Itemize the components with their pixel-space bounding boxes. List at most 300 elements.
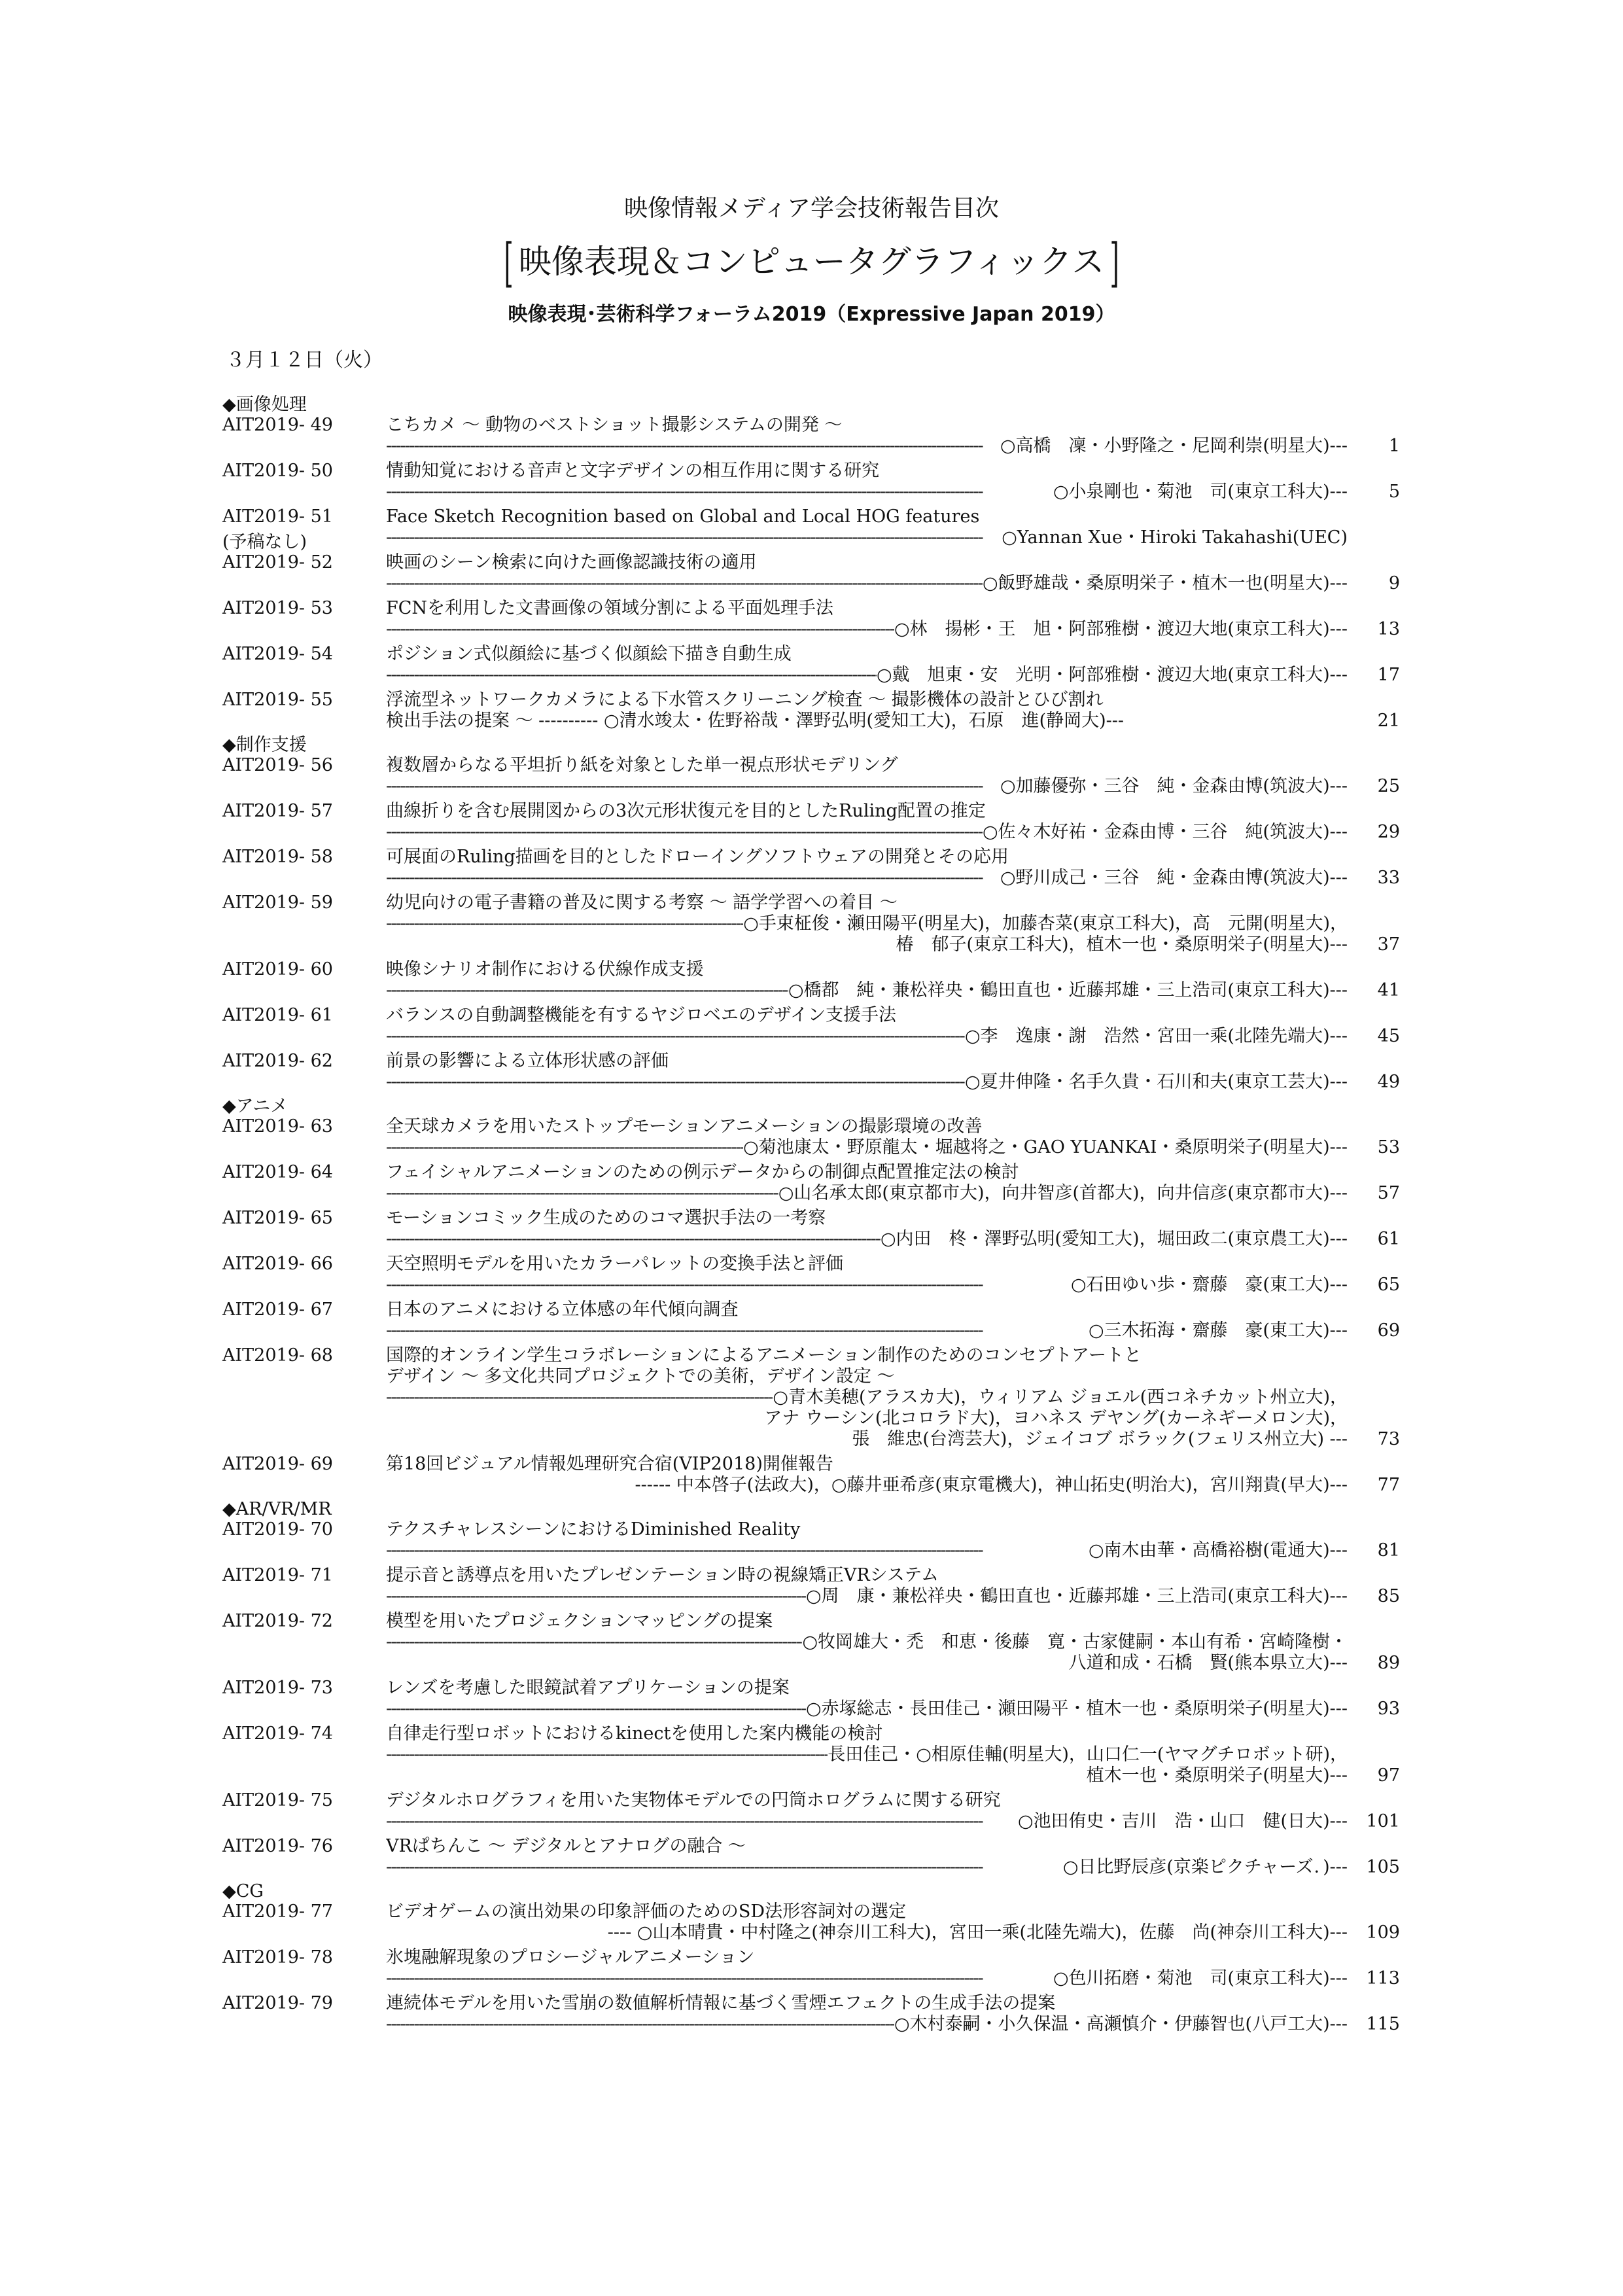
page-number: 1 (1388, 436, 1400, 456)
page-number: 25 (1377, 776, 1400, 796)
author-line (386, 1026, 1348, 1047)
author-line (386, 1072, 1348, 1093)
paper-title: VRぱちんこ ～ デジタルとアナログの融合 ～ (386, 1836, 746, 1856)
author-row (222, 1968, 1400, 1989)
author-line (386, 527, 1348, 548)
author-names: ○色川拓磨・菊池 司(東京工科大)--- (1053, 1968, 1348, 1988)
paper-title: 幼児向けの電子書籍の普及に関する考察 ～ 語学学習への着目 ～ (386, 892, 898, 913)
author-names: 植木一也・桑原明栄子(明星大)--- (1086, 1765, 1348, 1786)
title-row (222, 1836, 1400, 1857)
page-number: 89 (1377, 1653, 1400, 1673)
session-date: ３月１２日（火） (226, 349, 383, 372)
toc-entry (222, 1454, 1400, 1496)
toc-entry (222, 1790, 1400, 1832)
title-row (222, 892, 1400, 913)
author-row (222, 1387, 1400, 1408)
author-names: ○池田侑史・吉川 浩・山口 健(日大)--- (1018, 1811, 1348, 1831)
title-row (222, 755, 1400, 776)
author-row (222, 1540, 1400, 1561)
toc-entry (222, 1116, 1400, 1158)
author-row (222, 1026, 1400, 1047)
title-row (222, 1208, 1400, 1229)
author-row (222, 1586, 1400, 1607)
author-line (386, 2014, 1348, 2035)
volume-title (0, 232, 1623, 293)
paper-code: AIT2019- 72 (222, 1611, 333, 1631)
paper-title: レンズを考慮した眼鏡試着アプリケーションの提案 (386, 1678, 790, 1698)
author-row (222, 1653, 1400, 1674)
page-number: 97 (1377, 1765, 1400, 1786)
author-names: ○菊池康太・野原龍太・堀越将之・GAO YUANKAI・桑原明栄子(明星大)--- (743, 1137, 1348, 1157)
author-row (222, 934, 1400, 955)
author-line (386, 1387, 1348, 1408)
page-number: 45 (1377, 1026, 1400, 1046)
leader-dots (386, 436, 1000, 457)
author-row (222, 436, 1400, 457)
paper-code: AIT2019- 62 (222, 1051, 333, 1071)
page-number: 49 (1377, 1072, 1400, 1092)
page-number: 73 (1377, 1429, 1400, 1449)
leader-dots (386, 482, 1053, 503)
paper-code: AIT2019- 79 (222, 1993, 333, 2013)
title-row (222, 690, 1400, 711)
paper-code: AIT2019- 68 (222, 1345, 333, 1366)
title-row (222, 1454, 1400, 1475)
author-row (222, 868, 1400, 889)
author-line (386, 1811, 1348, 1832)
title-row (222, 801, 1400, 822)
leader-dots (386, 776, 1000, 797)
leader-dots (386, 1229, 881, 1250)
author-names: ○日比野辰彦(京楽ピクチャーズ．)--- (1062, 1857, 1348, 1877)
author-line (386, 1744, 1348, 1765)
author-row (222, 980, 1400, 1001)
title-row (222, 1116, 1400, 1137)
leader-dots (386, 1968, 1053, 1989)
author-line (386, 913, 1348, 934)
paper-code: AIT2019- 76 (222, 1836, 333, 1856)
toc-entry (222, 959, 1400, 1001)
author-row (222, 822, 1400, 843)
author-line (386, 573, 1348, 594)
author-row (222, 1475, 1400, 1496)
paper-title: テクスチャレスシーンにおけるDiminished Reality (386, 1519, 801, 1540)
author-line (386, 1586, 1348, 1607)
author-names: 張 維忠(台湾芸大)，ジェイコブ ボラック(フェリス州立大) --- (852, 1429, 1348, 1449)
paper-title: 映画のシーン検索に向けた画像認識技術の適用 (386, 552, 757, 573)
toc-entry (222, 1723, 1400, 1786)
page-number-spacer (1348, 1744, 1400, 1765)
paper-title: 提示音と誘導点を用いたプレゼンテーション時の視線矯正VRシステム (386, 1565, 939, 1585)
title-row (222, 1519, 1400, 1540)
leader-dots (386, 822, 983, 843)
author-row (222, 1229, 1400, 1250)
paper-title: 自律走行型ロボットにおけるkinectを使用した案内機能の検討 (386, 1723, 883, 1744)
author-row (222, 573, 1400, 594)
section-heading: ◆画像処理 (222, 395, 307, 415)
page-number: 109 (1366, 1922, 1400, 1943)
paper-title: 曲線折りを含む展開図からの3次元形状復元を目的としたRuling配置の推定 (386, 801, 986, 821)
author-row (222, 1320, 1400, 1341)
author-names: ○手束柾俊・瀬田陽平(明星大)，加藤杏菜(東京工科大)，高 元開(明星大)， (743, 913, 1348, 934)
page-number: 69 (1377, 1320, 1400, 1341)
author-names: ○赤塚総志・長田佳己・瀬田陽平・植木一也・桑原明栄子(明星大)--- (806, 1699, 1348, 1719)
paper-code: AIT2019- 59 (222, 892, 333, 913)
author-row (222, 2014, 1400, 2035)
title-row (222, 415, 1400, 436)
paper-title: 第18回ビジュアル情報処理研究合宿(VIP2018)開催報告 (386, 1454, 833, 1474)
author-row (222, 1632, 1400, 1653)
title-row (222, 959, 1400, 980)
author-names: ○南木由華・高橋裕樹(電通大)--- (1089, 1540, 1348, 1561)
author-row (222, 1275, 1400, 1296)
author-names: ○Yannan Xue・Hiroki Takahashi(UEC) (1002, 527, 1348, 548)
title-continuation (386, 1366, 1348, 1387)
paper-title: FCNを利用した文書画像の領域分割による平面処理手法 (386, 598, 834, 618)
table-of-contents (222, 393, 1400, 2039)
paper-code: AIT2019- 52 (222, 552, 333, 573)
paper-title: バランスの自動調整機能を有するヤジロベエのデザイン支援手法 (386, 1005, 897, 1025)
paper-code: AIT2019- 56 (222, 755, 333, 775)
leader-dots (386, 1811, 1018, 1832)
toc-entry (222, 1208, 1400, 1250)
title-row (222, 506, 1400, 527)
author-names: ------ 中本啓子(法政大)，○藤井亜希彦(東京電機大)，神山拓史(明治大)，宮川翔貴(早大)--- (635, 1475, 1348, 1495)
title-row (222, 1299, 1400, 1320)
paper-title: 氷塊融解現象のプロシージャルアニメーション (386, 1947, 755, 1968)
toc-entry (222, 1947, 1400, 1989)
page-number: 105 (1366, 1857, 1400, 1877)
author-names: ○高橋 凜・小野隆之・尼岡利崇(明星大)--- (1000, 436, 1348, 456)
leader-dots (386, 1857, 1063, 1878)
section-heading: ◆AR/VR/MR (222, 1499, 332, 1519)
leader-dots (386, 1026, 965, 1047)
toc-entry (222, 461, 1400, 503)
paper-title: デジタルホログラフィを用いた実物体モデルでの円筒ホログラムに関する研究 (386, 1790, 1001, 1810)
author-names: ○夏井伸隆・名手久貴・石川和夫(東京工芸大)--- (965, 1072, 1348, 1092)
author-line (386, 1229, 1348, 1250)
title-row (222, 1366, 1400, 1387)
paper-code: AIT2019- 70 (222, 1519, 333, 1540)
leader-dots (386, 1699, 806, 1720)
author-names: ○石田ゆい歩・齋藤 豪(東工大)--- (1071, 1275, 1348, 1295)
author-line (386, 1968, 1348, 1989)
page-number: 115 (1366, 2014, 1400, 2034)
paper-title: ポジション式似顔絵に基づく似顔絵下描き自動生成 (386, 644, 792, 664)
forum-title: 映像表現･芸術科学フォーラム2019（Expressive Japan 2019） (508, 303, 1115, 326)
title-row (222, 1005, 1400, 1026)
author-line (386, 1857, 1348, 1878)
toc-entry (222, 644, 1400, 686)
author-line (386, 776, 1348, 797)
page-number: 29 (1377, 822, 1400, 842)
paper-code: AIT2019- 65 (222, 1208, 333, 1228)
author-line (386, 665, 1348, 686)
toc-entry (222, 1005, 1400, 1047)
leader-dots (386, 1072, 965, 1093)
title-row (222, 711, 1400, 732)
author-row (222, 527, 1400, 548)
author-line (386, 1408, 1348, 1429)
paper-code: AIT2019- 75 (222, 1790, 333, 1810)
author-names: ○青木美穂(アラスカ大)，ウィリアム ジョエル(西コネチカット州立大)， (773, 1387, 1348, 1407)
paper-code: AIT2019- 69 (222, 1454, 333, 1474)
author-row (222, 1744, 1400, 1765)
author-line (386, 1137, 1348, 1158)
toc-entry (222, 1565, 1400, 1607)
paper-code: AIT2019- 49 (222, 415, 333, 435)
toc-entry (222, 801, 1400, 843)
toc-entry (222, 598, 1400, 640)
title-row (222, 1993, 1400, 2014)
leader-dots (386, 1387, 773, 1408)
author-names: ○戴 旭東・安 光明・阿部雅樹・渡辺大地(東京工科大)--- (877, 665, 1348, 685)
leader-dots (386, 1540, 1089, 1561)
leader-dots (386, 665, 877, 686)
author-names: ○周 康・兼松祥央・鶴田直也・近藤邦雄・三上浩司(東京工科大)--- (806, 1586, 1348, 1606)
author-line (386, 822, 1348, 843)
author-row (222, 1429, 1400, 1450)
author-line (386, 1475, 1348, 1496)
page-number-spacer (1348, 1408, 1400, 1429)
author-names: アナ ウーシン(北コロラド大)，ヨハネス デヤング(カーネギーメロン大)， (764, 1408, 1348, 1428)
page-number: 77 (1377, 1475, 1400, 1495)
leader-dots (386, 1744, 828, 1765)
leader-dots (386, 1586, 806, 1607)
section-heading: ◆CG (222, 1881, 264, 1901)
paper-code: AIT2019- 58 (222, 847, 333, 867)
page-number: 13 (1377, 619, 1400, 639)
toc-entry (222, 415, 1400, 457)
author-names: ○木村泰嗣・小久保温・高瀬慎介・伊藤智也(八戸工大)--- (894, 2014, 1348, 2034)
toc-entry (222, 1678, 1400, 1720)
paper-title: Face Sketch Recognition based on Global and Local HOG features (386, 506, 980, 527)
author-line (386, 619, 1348, 640)
title-row (222, 598, 1400, 619)
section-heading: ◆アニメ (222, 1096, 288, 1116)
page-number: 21 (1377, 711, 1400, 731)
toc-entry (222, 1162, 1400, 1204)
page-number: 65 (1377, 1275, 1400, 1295)
author-names: ---- ○山本晴貴・中村隆之(神奈川工科大)，宮田一乘(北陸先端大)，佐藤 尚(神奈川工科大)--- (607, 1922, 1348, 1943)
leader-dots (386, 1137, 743, 1158)
toc-entry (222, 1254, 1400, 1296)
paper-code: AIT2019- 60 (222, 959, 333, 980)
author-row (222, 619, 1400, 640)
title-row (222, 1051, 1400, 1072)
paper-title: 浮流型ネットワークカメラによる下水管スクリーニング検査 ～ 撮影機体の設計とひび割れ (386, 690, 1104, 710)
paper-title: 模型を用いたプロジェクションマッピングの提案 (386, 1611, 773, 1631)
paper-title: こちカメ ～ 動物のベストショット撮影システムの開発 ～ (386, 415, 843, 435)
page-number: 113 (1366, 1968, 1400, 1988)
page-number: 41 (1377, 980, 1400, 1000)
page-number: 101 (1366, 1811, 1400, 1831)
author-line (386, 1922, 1348, 1943)
open-bracket: [ (504, 232, 514, 293)
author-line (386, 1699, 1348, 1720)
author-names: 椿 郁子(東京工科大)，植木一也・桑原明栄子(明星大)--- (896, 934, 1348, 955)
paper-code: AIT2019- 61 (222, 1005, 333, 1025)
toc-entry (222, 1993, 1400, 2035)
toc-entry (222, 506, 1400, 552)
author-row (222, 1922, 1400, 1943)
title-row (222, 1947, 1400, 1968)
author-line (386, 1632, 1348, 1653)
author-names: ○三木拓海・齋藤 豪(東工大)--- (1089, 1320, 1348, 1341)
author-row (222, 1857, 1400, 1878)
author-row (222, 1699, 1400, 1720)
paper-title: 検出手法の提案 ～ ---------- ○清水竣太・佐野裕哉・澤野弘明(愛知工大)，石原 進(静岡大)--- (386, 711, 1125, 731)
toc-entry (222, 755, 1400, 797)
author-names: ○林 揚彬・王 旭・阿部雅樹・渡辺大地(東京工科大)--- (894, 619, 1348, 639)
title-row (222, 1723, 1400, 1744)
author-row (222, 1072, 1400, 1093)
title-row (222, 552, 1400, 573)
author-line (386, 1765, 1348, 1786)
author-line (386, 1540, 1348, 1561)
author-names: 八道和成・石橋 賢(熊本県立大)--- (1068, 1653, 1348, 1673)
author-row (222, 482, 1400, 503)
leader-dots (386, 1632, 802, 1653)
title-row (222, 461, 1400, 482)
leader-dots (386, 619, 894, 640)
author-row (222, 1183, 1400, 1204)
paper-title: 連続体モデルを用いた雪崩の数値解析情報に基づく雪煙エフェクトの生成手法の提案 (386, 1993, 1056, 2013)
title-row (222, 1345, 1400, 1366)
author-names: ○牧岡雄大・禿 和恵・後藤 寛・古家健嗣・本山有希・宮崎隆樹・ (802, 1632, 1348, 1652)
page-number: 9 (1388, 573, 1400, 593)
paper-code: AIT2019- 50 (222, 461, 333, 481)
paper-title: 天空照明モデルを用いたカラーパレットの変換手法と評価 (386, 1254, 844, 1274)
title-row (222, 1162, 1400, 1183)
author-line (386, 1429, 1348, 1450)
paper-code: AIT2019- 54 (222, 644, 333, 664)
author-names: ○李 逸康・謝 浩然・宮田一乘(北陸先端大)--- (965, 1026, 1348, 1046)
author-row (222, 1137, 1400, 1158)
author-line (386, 1183, 1348, 1204)
page-number: 57 (1377, 1183, 1400, 1203)
author-names: ○加藤優弥・三谷 純・金森由博(筑波大)--- (1000, 776, 1348, 796)
author-line (386, 482, 1348, 503)
paper-title: デザイン ～ 多文化共同プロジェクトでの美術，デザイン設定 ～ (386, 1366, 895, 1386)
author-line (386, 980, 1348, 1001)
paper-code: AIT2019- 63 (222, 1116, 333, 1137)
report-title: 映像情報メディア学会技術報告目次 (623, 195, 1000, 222)
close-bracket: ] (1109, 232, 1119, 293)
volume-title-text: 映像表現＆コンピュータグラフィックス (518, 243, 1105, 281)
page-number: 37 (1377, 934, 1400, 955)
paper-title: 国際的オンライン学生コラボレーションによるアニメーション制作のためのコンセプトアートと (386, 1345, 1142, 1366)
paper-title: 映像シナリオ制作における伏線作成支援 (386, 959, 704, 980)
author-line (386, 868, 1348, 889)
paper-code: AIT2019- 78 (222, 1947, 333, 1968)
paper-note: (予稿なし) (222, 532, 307, 552)
author-row (222, 1765, 1400, 1786)
author-names: ○野川成己・三谷 純・金森由博(筑波大)--- (1000, 868, 1348, 888)
page-number: 61 (1377, 1229, 1400, 1249)
page-number: 93 (1377, 1699, 1400, 1719)
page-number-spacer (1348, 1632, 1400, 1653)
toc-entry (222, 690, 1400, 732)
paper-code: AIT2019- 55 (222, 690, 333, 710)
paper-code: AIT2019- 74 (222, 1723, 333, 1744)
leader-dots (386, 1320, 1089, 1341)
author-names: ○内田 柊・澤野弘明(愛知工大)，堀田政二(東京農工大)--- (880, 1229, 1348, 1249)
toc-entry (222, 552, 1400, 594)
paper-title: フェイシャルアニメーションのための例示データからの制御点配置推定法の検討 (386, 1162, 1019, 1182)
author-names: 長田佳己・○相原佳輔(明星大)，山口仁一(ヤマグチロボット研)， (828, 1744, 1348, 1765)
author-line (386, 436, 1348, 457)
author-line (386, 1275, 1348, 1296)
title-row (222, 1565, 1400, 1586)
author-names: ○佐々木好祐・金森由博・三谷 純(筑波大)--- (983, 822, 1348, 842)
author-line (386, 934, 1348, 955)
author-row (222, 776, 1400, 797)
title-row (222, 1678, 1400, 1699)
toc-entry (222, 1299, 1400, 1341)
paper-title: 全天球カメラを用いたストップモーションアニメーションの撮影環境の改善 (386, 1116, 983, 1137)
author-names: ○飯野雄哉・桑原明栄子・植木一也(明星大)--- (983, 573, 1348, 593)
toc-entry (222, 1345, 1400, 1450)
toc-entry (222, 1611, 1400, 1674)
leader-dots (386, 980, 788, 1001)
page-number: 5 (1388, 482, 1400, 502)
author-row (222, 665, 1400, 686)
page-number-spacer (1348, 1387, 1400, 1408)
paper-code: AIT2019- 64 (222, 1162, 333, 1182)
paper-code: AIT2019- 53 (222, 598, 333, 618)
leader-dots (386, 913, 743, 934)
title-row (222, 644, 1400, 665)
author-names: ○橋都 純・兼松祥央・鶴田直也・近藤邦雄・三上浩司(東京工科大)--- (788, 980, 1348, 1000)
title-row (222, 1901, 1400, 1922)
leader-dots (386, 573, 983, 594)
toc-entry (222, 1519, 1400, 1561)
paper-code: AIT2019- 77 (222, 1901, 333, 1922)
paper-title: 日本のアニメにおける立体感の年代傾向調査 (386, 1299, 739, 1320)
page-number: 53 (1377, 1137, 1400, 1157)
paper-code: AIT2019- 67 (222, 1299, 333, 1320)
page-number: 85 (1377, 1586, 1400, 1606)
section-heading: ◆制作支援 (222, 735, 307, 755)
paper-title: 複数層からなる平坦折り紙を対象とした単一視点形状モデリング (386, 755, 898, 775)
toc-entry (222, 1901, 1400, 1943)
paper-code: AIT2019- 71 (222, 1565, 333, 1585)
leader-dots (386, 527, 1002, 548)
paper-title: ビデオゲームの演出効果の印象評価のためのSD法形容詞対の選定 (386, 1901, 907, 1922)
paper-code: AIT2019- 51 (222, 506, 333, 527)
paper-title: 情動知覚における音声と文字デザインの相互作用に関する研究 (386, 461, 880, 481)
title-row (222, 847, 1400, 868)
page-number: 33 (1377, 868, 1400, 888)
title-row (222, 1790, 1400, 1811)
title-row (222, 1254, 1400, 1275)
toc-entry (222, 847, 1400, 889)
paper-title: 前景の影響による立体形状感の評価 (386, 1051, 669, 1071)
paper-code: AIT2019- 57 (222, 801, 333, 821)
page-number (1348, 527, 1400, 548)
leader-dots (386, 2014, 894, 2035)
author-names: ○山名承太郎(東京都市大)，向井智彦(首都大)，向井信彦(東京都市大)--- (778, 1183, 1348, 1203)
author-line (386, 1320, 1348, 1341)
author-row (222, 1408, 1400, 1429)
toc-entry (222, 892, 1400, 955)
title-continuation (386, 711, 1348, 732)
author-names: ○小泉剛也・菊池 司(東京工科大)--- (1053, 482, 1348, 502)
page-number: 81 (1377, 1540, 1400, 1561)
page-number-spacer (1348, 1366, 1400, 1387)
paper-title: モーションコミック生成のためのコマ選択手法の一考察 (386, 1208, 826, 1228)
